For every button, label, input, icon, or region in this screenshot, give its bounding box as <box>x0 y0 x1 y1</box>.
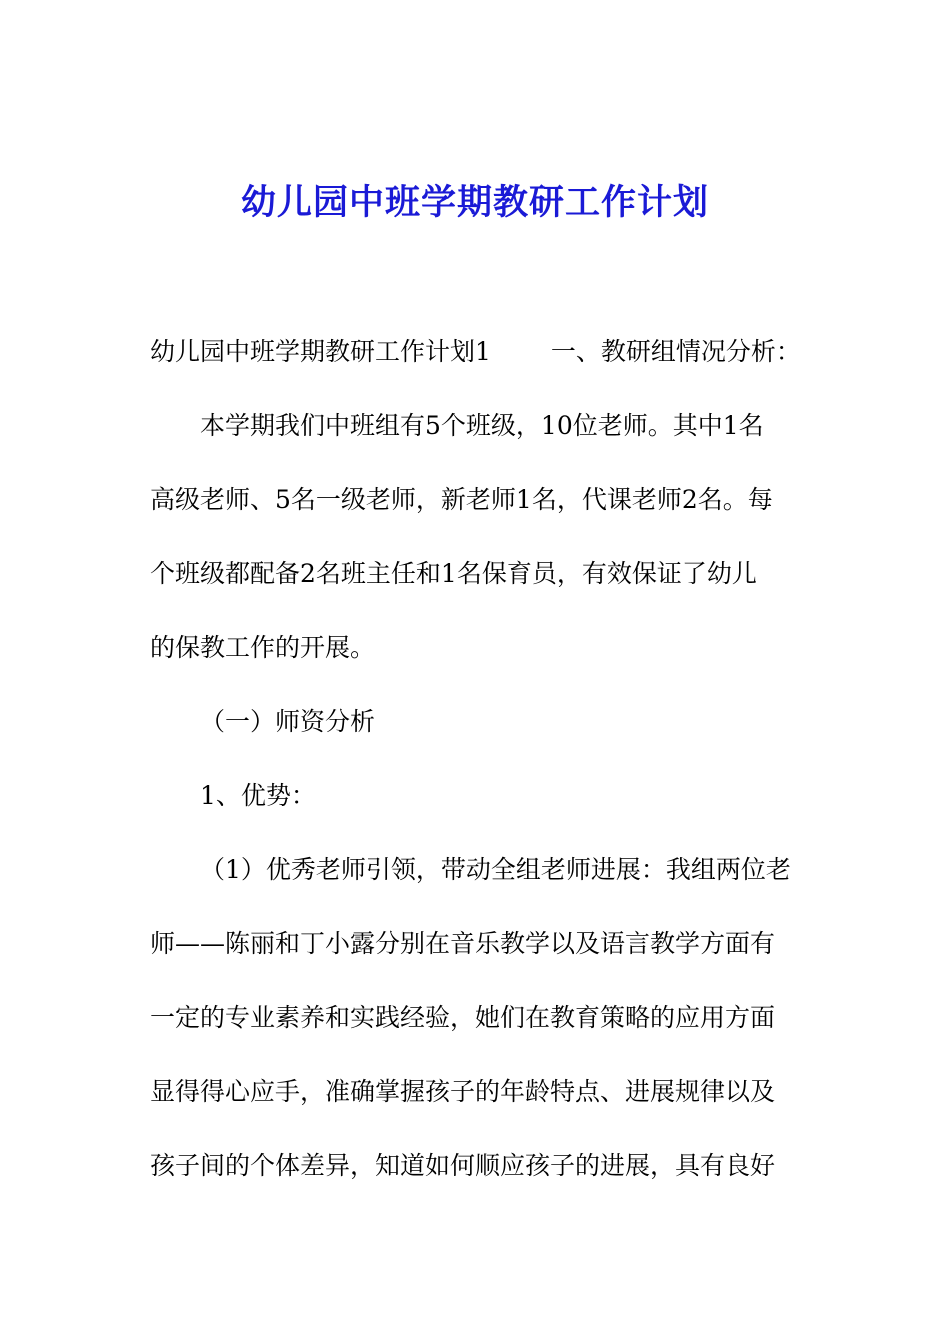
text-line: 显得得心应手，准确掌握孩子的年龄特点、进展规律以及 <box>150 1077 776 1106</box>
text-line: 的保教工作的开展。 <box>150 633 376 662</box>
text-line: 一定的专业素养和实践经验，她们在教育策略的应用方面 <box>150 1003 776 1032</box>
text-line: 本学期我们中班组有5个班级，10位老师。其中1名 <box>200 411 764 440</box>
text-line: 师——陈丽和丁小露分别在音乐教学以及语言教学方面有 <box>150 929 776 958</box>
section-heading: 一、教研组情况分析： <box>550 337 801 366</box>
subsection-heading: （一）师资分析 <box>200 707 376 736</box>
plan-heading: 幼儿园中班学期教研工作计划1 <box>150 337 491 366</box>
text-line: （1）优秀老师引领，带动全组老师进展：我组两位老 <box>200 855 791 884</box>
text-line: 孩子间的个体差异，知道如何顺应孩子的进展，具有良好 <box>150 1151 776 1180</box>
text-line: 高级老师、5名一级老师，新老师1名，代课老师2名。每 <box>150 485 773 514</box>
list-heading: 1、优势： <box>200 781 316 810</box>
text-line: 个班级都配备2名班主任和1名保育员，有效保证了幼儿 <box>150 559 757 588</box>
text-line <box>150 334 810 370</box>
document-title: 幼儿园中班学期教研工作计划 <box>240 182 709 223</box>
